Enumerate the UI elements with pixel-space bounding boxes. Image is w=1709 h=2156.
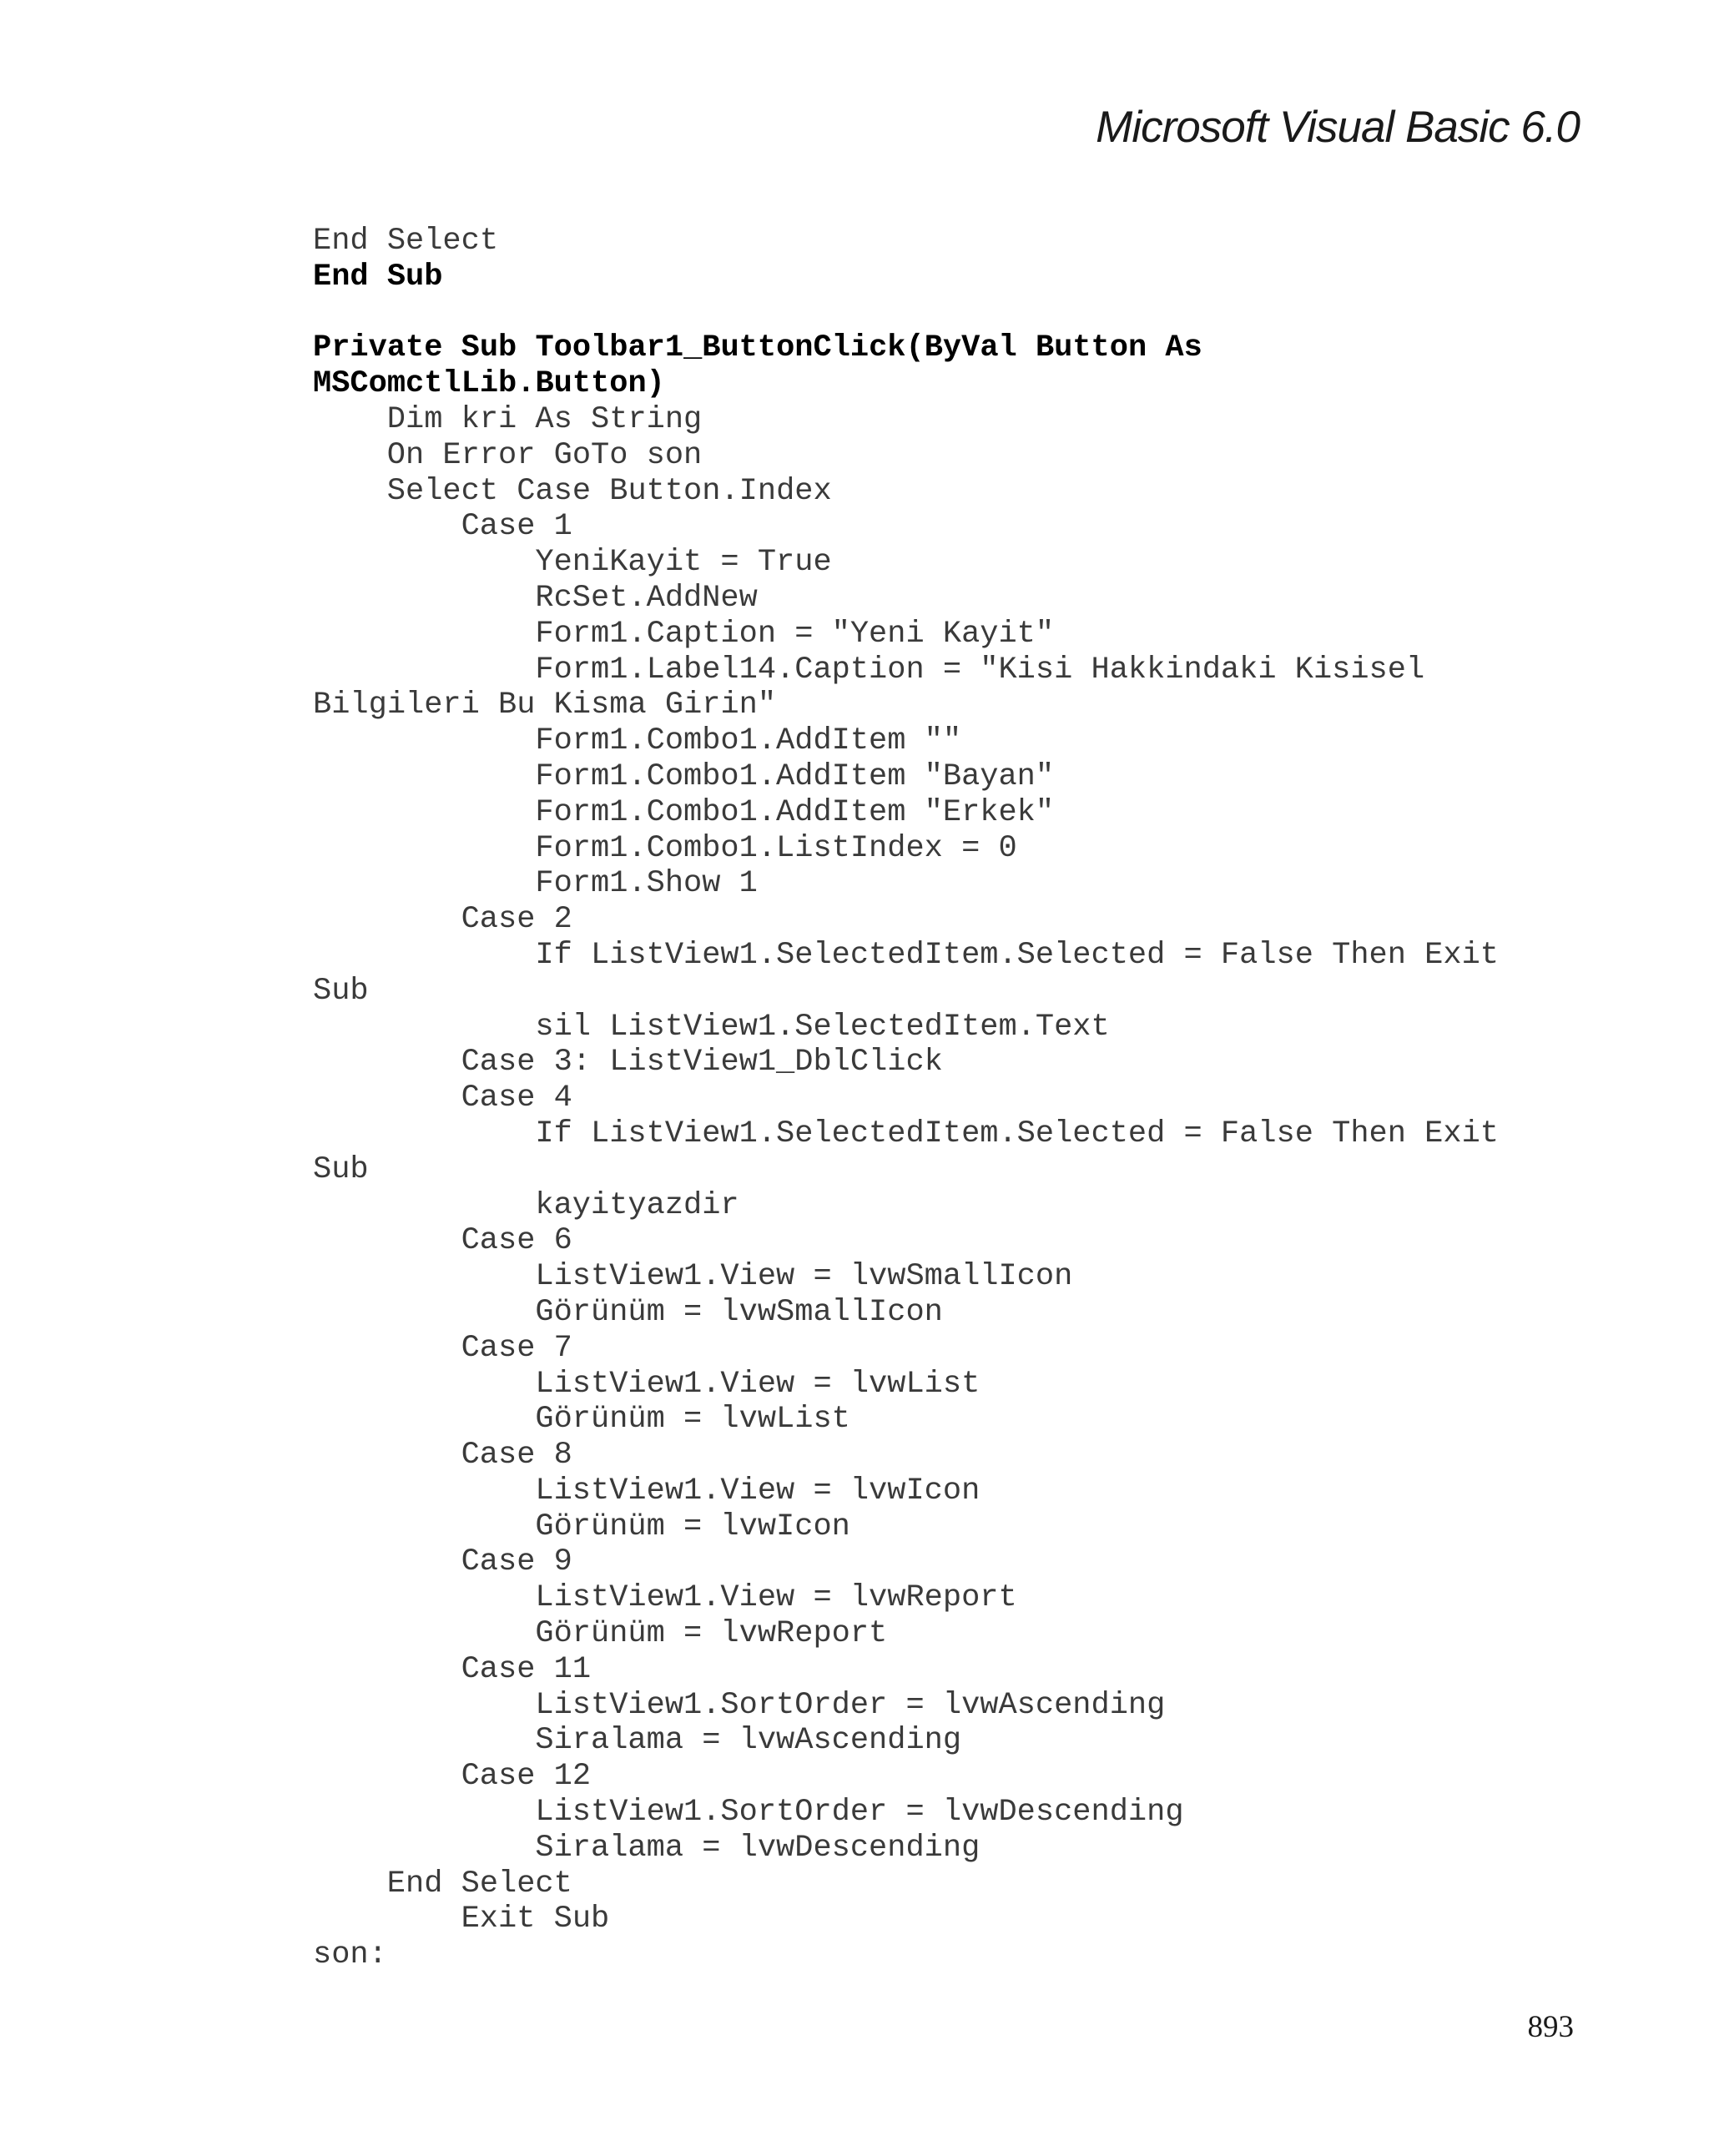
code-line: Select Case Button.Index [386, 473, 832, 509]
code-line: Case 12 [461, 1759, 592, 1795]
code-line: End Select [386, 1866, 572, 1902]
code-line: kayityazdir [535, 1187, 739, 1223]
code-line: Form1.Show 1 [535, 866, 758, 902]
code-line: End Sub [313, 259, 443, 295]
code-line: Siralama = lvwAscending [535, 1723, 962, 1759]
code-line [313, 295, 1499, 331]
code-line: Private Sub Toolbar1_ButtonClick(ByVal Button As [313, 330, 1202, 366]
code-line: If ListView1.SelectedItem.Selected = False Then Exit [535, 937, 1499, 973]
code-line: ListView1.View = lvwReport [535, 1580, 1017, 1616]
code-line: Dim kri As String [386, 401, 703, 437]
code-line: Form1.Caption = "Yeni Kayit" [535, 616, 1055, 652]
code-line: Case 6 [461, 1223, 572, 1259]
code-line: Siralama = lvwDescending [535, 1830, 981, 1866]
code-line: Case 7 [461, 1330, 572, 1366]
code-line: Form1.Combo1.AddItem "" [535, 723, 962, 759]
code-line: Görünüm = lvwIcon [535, 1509, 850, 1544]
code-line: Exit Sub [461, 1902, 610, 1937]
code-line: Case 1 [461, 509, 572, 545]
code-line: Görünüm = lvwReport [535, 1616, 888, 1652]
code-line: ListView1.View = lvwList [535, 1366, 981, 1402]
code-line: son: [313, 1937, 387, 1973]
code-line: Görünüm = lvwList [535, 1402, 850, 1438]
code-line: ListView1.View = lvwIcon [535, 1473, 981, 1509]
code-line: End Select [313, 224, 499, 259]
code-line: Form1.Combo1.ListIndex = 0 [535, 830, 1017, 866]
code-listing [313, 224, 1499, 1973]
code-line: Sub [313, 1151, 369, 1187]
code-line: Case 8 [461, 1438, 572, 1473]
code-line: ListView1.SortOrder = lvwDescending [535, 1795, 1184, 1831]
code-line: Form1.Combo1.AddItem "Bayan" [535, 758, 1055, 794]
code-line: ListView1.View = lvwSmallIcon [535, 1259, 1073, 1295]
code-line: MSComctlLib.Button) [313, 366, 665, 402]
code-line: Bilgileri Bu Kisma Girin" [313, 688, 777, 723]
code-line: Sub [313, 973, 369, 1009]
code-line: If ListView1.SelectedItem.Selected = False Then Exit [535, 1116, 1499, 1151]
code-line: sil ListView1.SelectedItem.Text [535, 1009, 1110, 1045]
code-line: Form1.Label14.Caption = "Kisi Hakkindaki Kisisel [535, 652, 1425, 688]
code-line: Case 4 [461, 1081, 572, 1116]
running-header-title: Microsoft Visual Basic 6.0 [1096, 103, 1580, 152]
code-line: Form1.Combo1.AddItem "Erkek" [535, 794, 1055, 830]
code-line: On Error GoTo son [386, 437, 703, 473]
code-line: Görünüm = lvwSmallIcon [535, 1294, 943, 1330]
page-number: 893 [1527, 2010, 1574, 2044]
code-line: Case 11 [461, 1651, 592, 1687]
code-line: Case 2 [461, 902, 572, 938]
code-line: Case 9 [461, 1544, 572, 1580]
code-line: ListView1.SortOrder = lvwAscending [535, 1687, 1166, 1723]
code-line: RcSet.AddNew [535, 580, 758, 616]
code-line: Case 3: ListView1_DblClick [461, 1045, 943, 1081]
code-line: YeniKayit = True [535, 545, 832, 581]
